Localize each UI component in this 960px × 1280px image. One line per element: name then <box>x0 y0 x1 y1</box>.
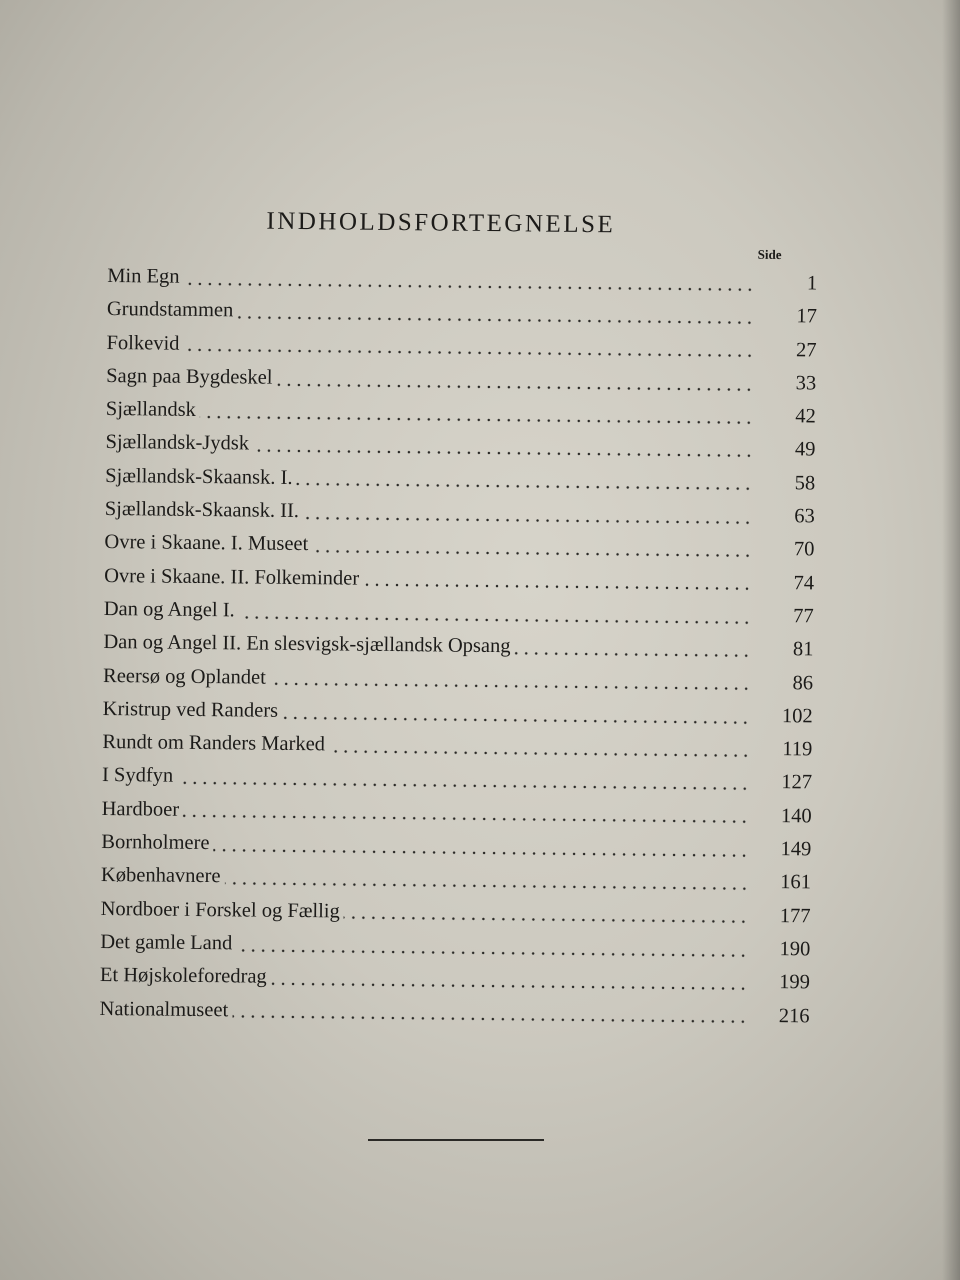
dot-leader <box>276 382 754 391</box>
dot-leader <box>344 916 749 924</box>
entry-page-number: 177 <box>779 904 811 928</box>
entry-title: Ovre i Skaane. II. Folkeminder <box>104 564 360 590</box>
dot-leader <box>271 982 748 991</box>
entry-title: Sjællandsk <box>105 398 196 422</box>
entry-title: Bornholmere <box>101 831 210 855</box>
dot-leader <box>184 281 756 291</box>
table-of-contents <box>99 206 818 1033</box>
entry-page-number: 190 <box>779 938 811 961</box>
dot-leader <box>213 848 749 858</box>
entry-page-number: 127 <box>781 771 813 794</box>
dot-leader <box>177 781 750 791</box>
dot-leader <box>514 651 751 657</box>
dot-leader <box>200 415 754 425</box>
toc-title: INDHOLDSFORTEGNELSE <box>266 207 616 239</box>
entry-page-number: 42 <box>795 405 816 428</box>
entry-title: Sagn paa Bygdeskel <box>106 364 273 389</box>
entry-title: Sjællandsk-Skaansk. I. <box>105 464 293 489</box>
entry-page-number: 86 <box>792 671 814 694</box>
entry-title: Reersø og Oplandet <box>102 664 267 689</box>
entry-page-number: 216 <box>778 1004 810 1027</box>
entry-page-number: 1 <box>806 272 818 295</box>
toc-entry <box>99 992 809 1033</box>
entry-page-number: 140 <box>780 804 812 828</box>
entry-page-number: 199 <box>779 971 811 994</box>
entry-page-number: 74 <box>793 571 815 595</box>
dot-leader <box>312 549 752 558</box>
entry-title: Grundstammen <box>106 298 234 322</box>
dot-leader <box>282 715 751 724</box>
dot-leader <box>253 449 753 458</box>
entry-title: Nordboer i Forskel og Fællig <box>100 897 340 923</box>
entry-title: Det gamle Land <box>100 930 233 955</box>
entry-title: Dan og Angel I. <box>103 597 235 622</box>
entry-title: Kristrup ved Randers <box>102 697 279 722</box>
entry-title: Hardboer <box>101 797 180 821</box>
entry-title: Rundt om Randers Marked <box>102 731 326 756</box>
dot-leader <box>296 482 753 491</box>
page-column-label: Side <box>757 246 782 263</box>
entry-title: Ovre i Skaane. I. Museet <box>104 531 309 556</box>
dot-leader <box>239 615 752 624</box>
dot-leader <box>183 814 750 824</box>
entry-page-number: 149 <box>780 838 812 861</box>
entry-page-number: 27 <box>795 338 817 362</box>
dot-leader <box>363 583 752 591</box>
entry-title: Et Højskoleforedrag <box>99 964 267 988</box>
toc-entries <box>99 260 817 1033</box>
entry-title: Dan og Angel II. En slesvigsk-sjællandsk Opsang <box>103 631 511 658</box>
entry-page-number: 77 <box>793 605 814 628</box>
end-rule <box>368 1139 544 1141</box>
entry-title: I Sydfyn <box>101 764 174 788</box>
dot-leader <box>232 1015 747 1024</box>
dot-leader <box>183 348 754 358</box>
entry-title: Sjællandsk-Skaansk. II. <box>104 498 300 523</box>
dot-leader <box>224 881 748 890</box>
entry-page-number: 17 <box>796 305 817 328</box>
dot-leader <box>303 516 753 525</box>
dot-leader <box>236 948 748 957</box>
entry-page-number: 102 <box>781 704 813 728</box>
entry-page-number: 49 <box>794 438 816 461</box>
entry-title: Min Egn <box>107 264 180 288</box>
dot-leader <box>329 749 750 757</box>
entry-page-number: 33 <box>795 372 817 395</box>
entry-page-number: 58 <box>794 471 816 495</box>
entry-title: Nationalmuseet <box>99 997 229 1021</box>
entry-title: Sjællandsk-Jydsk <box>105 431 250 455</box>
dot-leader <box>237 315 755 324</box>
dot-leader <box>270 682 751 691</box>
entry-page-number: 70 <box>793 538 815 561</box>
entry-page-number: 161 <box>780 871 812 894</box>
entry-title: Folkevid <box>106 331 180 355</box>
entry-page-number: 63 <box>794 505 815 528</box>
entry-page-number: 119 <box>782 738 813 761</box>
entry-page-number: 81 <box>792 638 814 661</box>
entry-title: Københavnere <box>100 864 221 888</box>
